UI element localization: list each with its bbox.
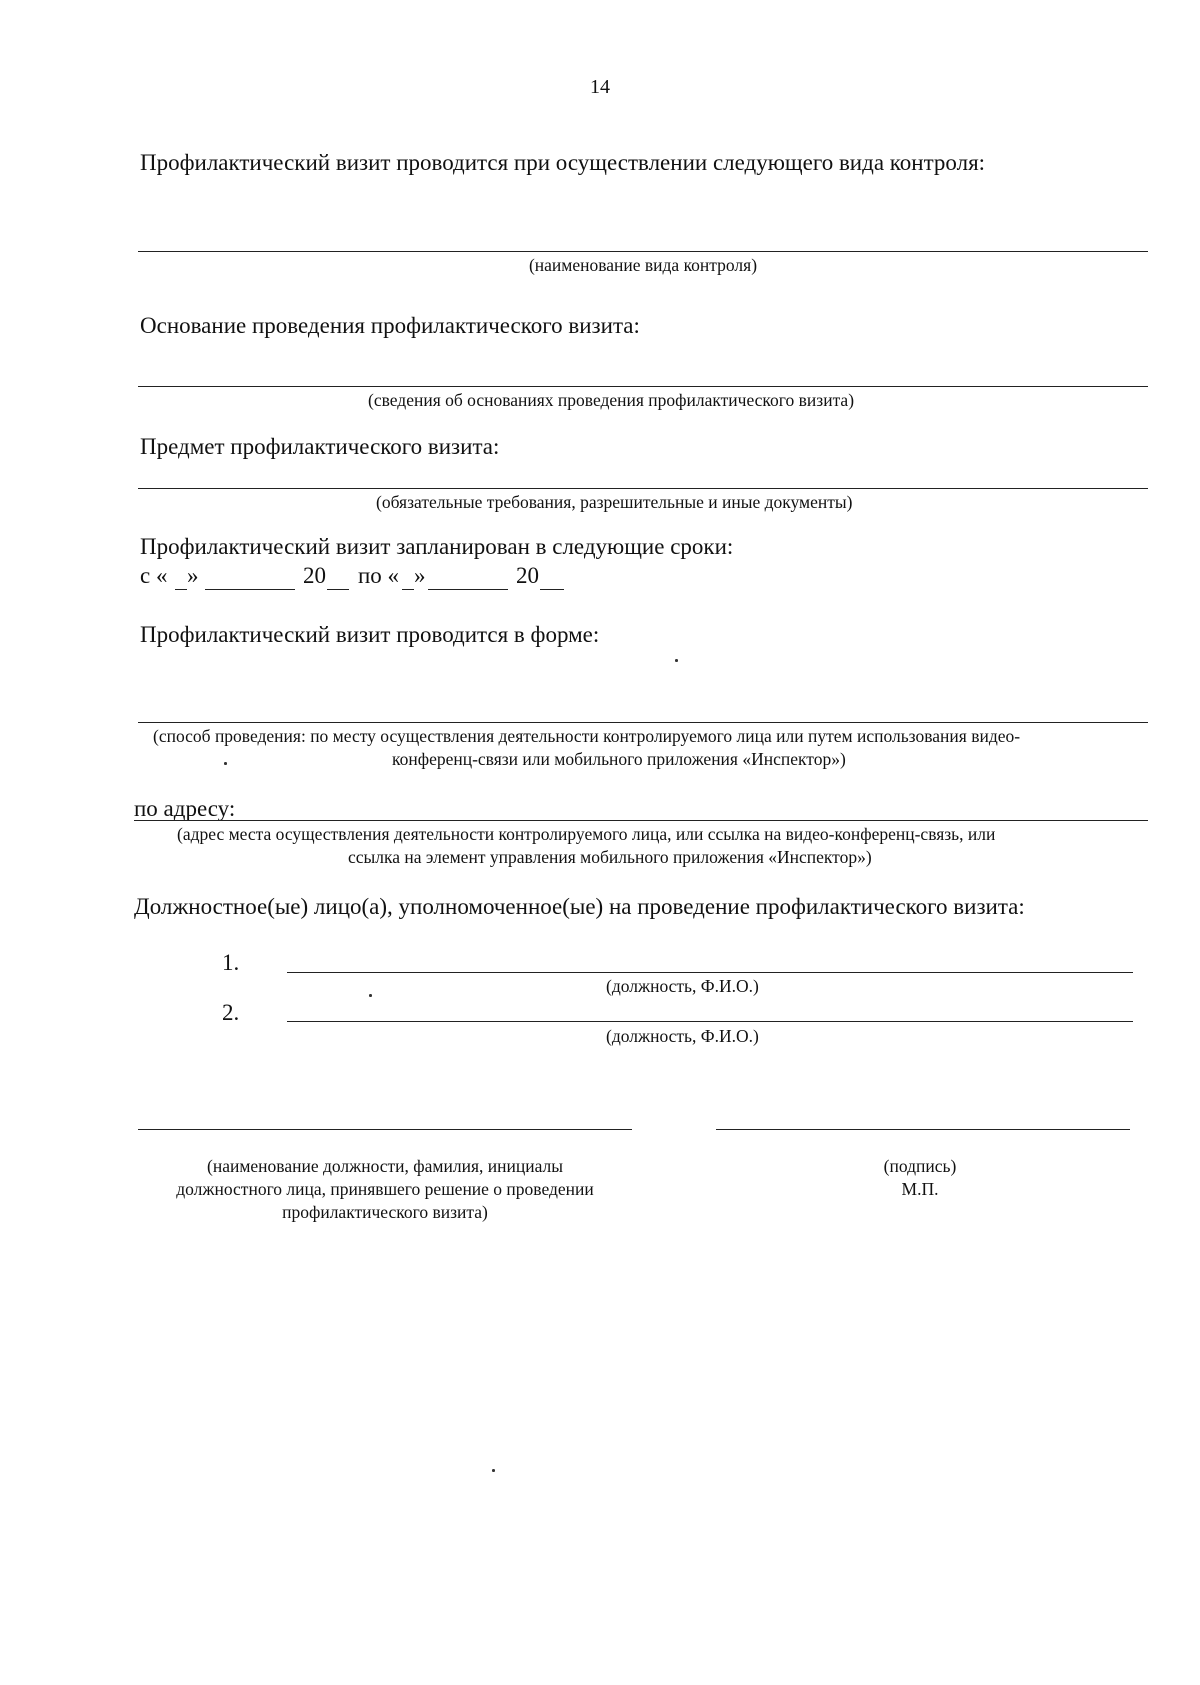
decision-maker-caption-line3: профилактического визита) — [282, 1202, 488, 1222]
basis-field-line[interactable] — [138, 386, 1148, 387]
to-year-field[interactable] — [540, 589, 564, 590]
decision-maker-caption-line1: (наименование должности, фамилия, инициалы — [207, 1156, 563, 1176]
control-type-field-line[interactable] — [138, 251, 1148, 252]
official-2-number: 2. — [222, 1000, 240, 1025]
address-caption-line1: (адрес места осуществления деятельности контролируемого лица, или ссылка на видео-конференц-связь, или — [177, 824, 996, 844]
scan-speck — [675, 659, 678, 662]
official-2-caption: (должность, Ф.И.О.) — [606, 1026, 759, 1046]
to-month-field[interactable] — [428, 589, 508, 590]
subject-field-line[interactable] — [138, 488, 1148, 489]
schedule-year-prefix-2: 20 — [516, 563, 539, 588]
scan-speck — [492, 1469, 495, 1472]
official-1-caption: (должность, Ф.И.О.) — [606, 976, 759, 996]
signature-field-line[interactable] — [716, 1129, 1130, 1130]
official-1-number: 1. — [222, 950, 240, 975]
address-field-line[interactable] — [134, 820, 1148, 821]
decision-maker-field-line[interactable] — [138, 1129, 632, 1130]
address-caption-line2: ссылка на элемент управления мобильного приложения «Инспектор») — [348, 847, 872, 867]
schedule-year-prefix-1: 20 — [303, 563, 326, 588]
form-caption-line2: конференц-связи или мобильного приложения «Инспектор») — [392, 749, 846, 769]
schedule-to-prefix: по « — [358, 563, 400, 588]
schedule-label: Профилактический визит запланирован в следующие сроки: — [140, 534, 734, 559]
scan-speck — [224, 762, 227, 765]
signature-caption: (подпись) — [883, 1156, 957, 1176]
schedule-from-quote-close: » — [187, 563, 199, 588]
address-label: по адресу: — [134, 796, 236, 821]
control-type-caption: (наименование вида контроля) — [528, 255, 758, 275]
from-year-field[interactable] — [327, 589, 349, 590]
schedule-to-quote-close: » — [414, 563, 426, 588]
control-type-label: Профилактический визит проводится при осуществлении следующего вида контроля: — [140, 150, 986, 175]
basis-label: Основание проведения профилактического визита: — [140, 313, 640, 338]
seal-caption: М.П. — [901, 1179, 939, 1199]
scan-speck — [369, 994, 372, 997]
officials-label: Должностное(ые) лицо(а), уполномоченное(ые) на проведение профилактического визита: — [134, 894, 1025, 919]
basis-caption: (сведения об основаниях проведения профилактического визита) — [368, 390, 855, 410]
subject-label: Предмет профилактического визита: — [140, 434, 500, 459]
form-field-line[interactable] — [138, 722, 1148, 723]
form-caption-line1: (способ проведения: по месту осуществления деятельности контролируемого лица или путем использования видео- — [153, 726, 1021, 746]
to-day-field[interactable] — [402, 589, 414, 590]
page-number: 14 — [590, 76, 610, 98]
official-1-field-line[interactable] — [287, 972, 1133, 973]
subject-caption: (обязательные требования, разрешительные и иные документы) — [376, 492, 853, 512]
from-month-field[interactable] — [205, 589, 295, 590]
official-2-field-line[interactable] — [287, 1021, 1133, 1022]
decision-maker-caption-line2: должностного лица, принявшего решение о проведении — [176, 1179, 594, 1199]
from-day-field[interactable] — [175, 589, 187, 590]
form-label: Профилактический визит проводится в форме: — [140, 622, 600, 647]
schedule-from-prefix: с « — [140, 563, 168, 588]
